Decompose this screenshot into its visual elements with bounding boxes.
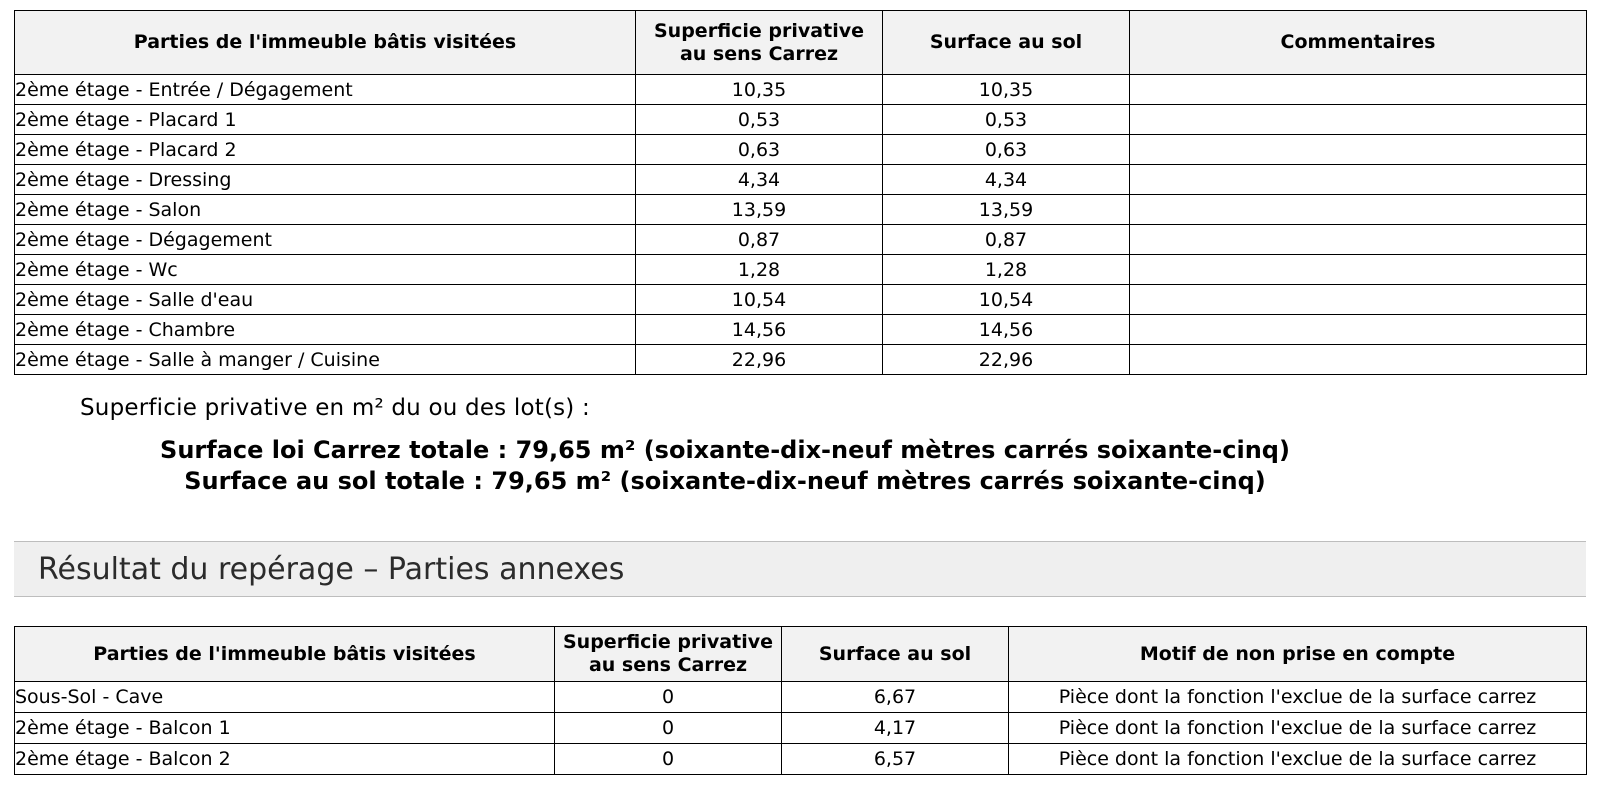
table-row: [15, 75, 1587, 105]
cell-commentaire: [1130, 225, 1587, 255]
cell-piece: Sous-Sol - Cave: [15, 682, 555, 713]
cell-commentaire: [1130, 255, 1587, 285]
document-page: [0, 10, 1600, 802]
cell-commentaire: [1130, 345, 1587, 375]
cell-piece: 2ème étage - Entrée / Dégagement: [15, 75, 636, 105]
cell-carrez: 14,56: [636, 315, 883, 345]
cell-carrez: 10,35: [636, 75, 883, 105]
annexes-table-body: [15, 682, 1587, 775]
cell-carrez: 0,87: [636, 225, 883, 255]
cell-sol: 22,96: [883, 345, 1130, 375]
column-header-superficie-carrez: Superficie privative au sens Carrez: [555, 627, 782, 682]
table-header-row: [15, 627, 1587, 682]
cell-sol: 10,35: [883, 75, 1130, 105]
column-header-surface-sol: Surface au sol: [782, 627, 1009, 682]
cell-piece: 2ème étage - Dressing: [15, 165, 636, 195]
cell-piece: 2ème étage - Chambre: [15, 315, 636, 345]
column-header-superficie-carrez: Superficie privative au sens Carrez: [636, 11, 883, 75]
cell-sol: 13,59: [883, 195, 1130, 225]
table-row: [15, 682, 1587, 713]
cell-carrez: 0,63: [636, 135, 883, 165]
section-banner-parties-annexes: [14, 541, 1586, 597]
table-row: [15, 345, 1587, 375]
cell-sol: 10,54: [883, 285, 1130, 315]
column-header-parties: Parties de l'immeuble bâtis visitées: [15, 627, 555, 682]
cell-sol: 6,67: [782, 682, 1009, 713]
cell-motif: Pièce dont la fonction l'exclue de la surface carrez: [1009, 713, 1587, 744]
cell-carrez: 10,54: [636, 285, 883, 315]
cell-sol: 0,63: [883, 135, 1130, 165]
table-row: [15, 165, 1587, 195]
cell-carrez: 0: [555, 744, 782, 775]
cell-carrez: 22,96: [636, 345, 883, 375]
cell-piece: 2ème étage - Balcon 2: [15, 744, 555, 775]
table-row: [15, 225, 1587, 255]
table-row: [15, 315, 1587, 345]
cell-carrez: 13,59: [636, 195, 883, 225]
column-header-parties: Parties de l'immeuble bâtis visitées: [15, 11, 636, 75]
carrez-table-body: [15, 75, 1587, 375]
table-row: [15, 744, 1587, 775]
cell-piece: 2ème étage - Dégagement: [15, 225, 636, 255]
table-row: [15, 195, 1587, 225]
cell-commentaire: [1130, 105, 1587, 135]
column-header-motif: Motif de non prise en compte: [1009, 627, 1587, 682]
cell-motif: Pièce dont la fonction l'exclue de la surface carrez: [1009, 744, 1587, 775]
section-title: Résultat du repérage – Parties annexes: [38, 551, 625, 587]
cell-commentaire: [1130, 135, 1587, 165]
cell-commentaire: [1130, 285, 1587, 315]
table-row: [15, 135, 1587, 165]
carrez-table-header: [15, 11, 1587, 75]
lots-label: Superficie privative en m² du ou des lot(s) :: [80, 395, 590, 421]
cell-piece: 2ème étage - Placard 1: [15, 105, 636, 135]
cell-sol: 1,28: [883, 255, 1130, 285]
cell-piece: 2ème étage - Salle d'eau: [15, 285, 636, 315]
cell-sol: 14,56: [883, 315, 1130, 345]
cell-sol: 0,53: [883, 105, 1130, 135]
cell-sol: 6,57: [782, 744, 1009, 775]
cell-commentaire: [1130, 165, 1587, 195]
cell-commentaire: [1130, 195, 1587, 225]
cell-carrez: 4,34: [636, 165, 883, 195]
cell-carrez: 0: [555, 682, 782, 713]
table-header-row: [15, 11, 1587, 75]
cell-sol: 0,87: [883, 225, 1130, 255]
column-header-commentaires: Commentaires: [1130, 11, 1587, 75]
cell-piece: 2ème étage - Balcon 1: [15, 713, 555, 744]
cell-piece: 2ème étage - Salon: [15, 195, 636, 225]
table-row: [15, 105, 1587, 135]
annexes-table: [14, 626, 1587, 775]
cell-piece: 2ème étage - Salle à manger / Cuisine: [15, 345, 636, 375]
cell-motif: Pièce dont la fonction l'exclue de la surface carrez: [1009, 682, 1587, 713]
column-header-surface-sol: Surface au sol: [883, 11, 1130, 75]
table-row: [15, 285, 1587, 315]
table-row: [15, 713, 1587, 744]
table-row: [15, 255, 1587, 285]
total-sol-line: Surface au sol totale : 79,65 m² (soixante-dix-neuf mètres carrés soixante-cinq): [184, 467, 1266, 495]
cell-carrez: 1,28: [636, 255, 883, 285]
cell-commentaire: [1130, 75, 1587, 105]
cell-piece: 2ème étage - Placard 2: [15, 135, 636, 165]
total-carrez-line: Surface loi Carrez totale : 79,65 m² (soixante-dix-neuf mètres carrés soixante-cinq): [160, 436, 1290, 464]
cell-carrez: 0,53: [636, 105, 883, 135]
cell-commentaire: [1130, 315, 1587, 345]
cell-sol: 4,17: [782, 713, 1009, 744]
cell-sol: 4,34: [883, 165, 1130, 195]
cell-carrez: 0: [555, 713, 782, 744]
carrez-surfaces-table: [14, 10, 1587, 375]
totals-block: [0, 435, 1600, 497]
cell-piece: 2ème étage - Wc: [15, 255, 636, 285]
annexes-table-header: [15, 627, 1587, 682]
